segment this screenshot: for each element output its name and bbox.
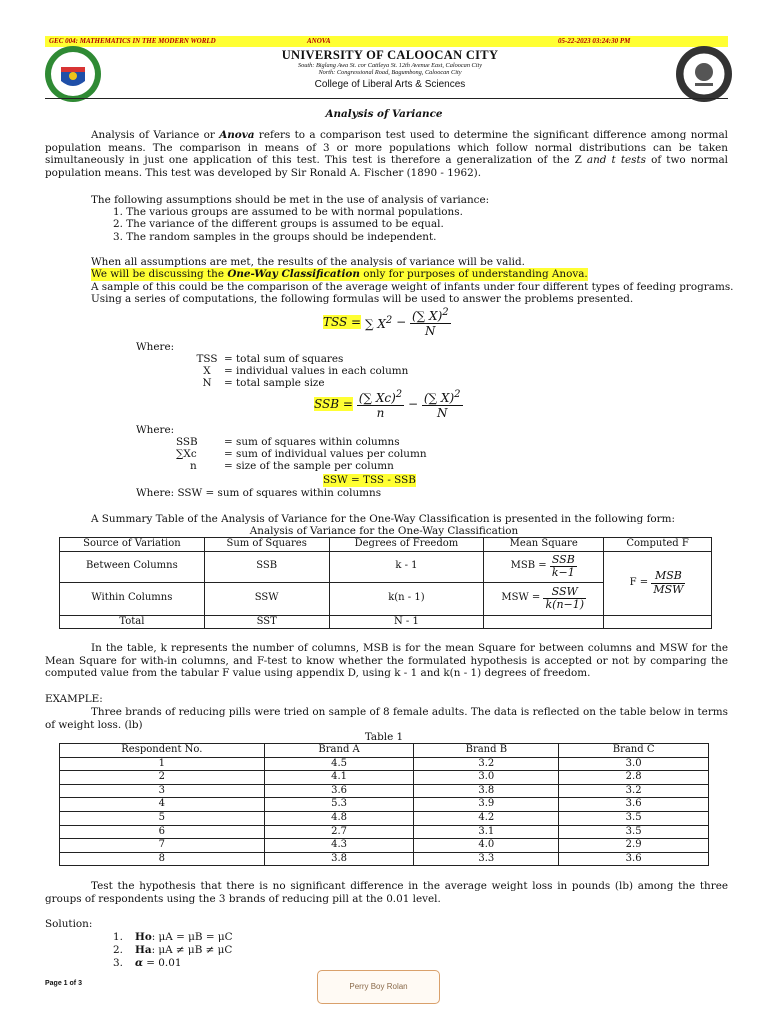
denominator: k−1 bbox=[551, 566, 575, 580]
example-paragraph: Three brands of reducing pills were tried on sample of 8 female adults. The data is reflected on the table below in terms of weight loss. (lb) bbox=[45, 706, 728, 731]
explanation-paragraph: In the table, k represents the number of columns, MSB is for the mean Square for between columns and MSW for the Mean Square for with-in columns, and F-test to know whether the formulated hypothesis is accepted or not by comparing the computed value from the tabular F value using appendix D, using k - 1 and k(n - 1) degrees of freedom. bbox=[45, 642, 728, 680]
ssw-formula: SSW = TSS - SSB bbox=[323, 474, 416, 486]
table-cell: 3.1 bbox=[414, 825, 559, 839]
table-cell bbox=[604, 551, 712, 615]
table-cell: 3.2 bbox=[559, 784, 709, 798]
numerator: (∑ X) bbox=[411, 309, 443, 323]
table-cell: SSB bbox=[204, 551, 329, 582]
numerator: (∑ X) bbox=[423, 391, 455, 405]
table-cell: 4.3 bbox=[264, 839, 414, 853]
page-number: Page 1 of 3 bbox=[45, 980, 82, 987]
denominator: N bbox=[425, 324, 436, 338]
numerator: SSW bbox=[543, 586, 586, 600]
where-label: Where: bbox=[136, 424, 175, 436]
table-cell: 3.0 bbox=[414, 771, 559, 785]
tss-formula bbox=[323, 306, 451, 342]
denominator: k(n−1) bbox=[545, 598, 585, 612]
intro-text: refers to a comparison test used to determine the significant difference among normal population means. The comparison in means of 3 or more populations which follow normal distributions can be taken simultaneously in just one application of this test. This test is therefore a generalization of the Z bbox=[45, 129, 728, 167]
def-symbol: SSB bbox=[176, 436, 198, 448]
header-divider bbox=[45, 98, 728, 99]
university-seal-icon bbox=[44, 45, 102, 103]
table-row bbox=[60, 798, 709, 812]
column-header: Brand C bbox=[559, 744, 709, 758]
table-cell bbox=[484, 551, 604, 582]
msb-fraction bbox=[550, 554, 577, 580]
ms-label: MSW = bbox=[501, 592, 541, 604]
def-symbol: n bbox=[190, 460, 197, 472]
table-cell: 3.6 bbox=[559, 852, 709, 866]
table-cell: 3.5 bbox=[559, 811, 709, 825]
table-cell: 3 bbox=[60, 784, 265, 798]
column-header: Brand A bbox=[264, 744, 414, 758]
one-way-term: One-Way Classification bbox=[227, 268, 360, 280]
table-cell: 4.2 bbox=[414, 811, 559, 825]
column-header: Respondent No. bbox=[60, 744, 265, 758]
course-code: GEC 004: MATHEMATICS IN THE MODERN WORLD bbox=[49, 37, 216, 45]
def-text: = sum of squares within columns bbox=[224, 436, 400, 448]
signature-stamp: Perry Boy Rolan bbox=[317, 970, 440, 1004]
def-text: = total sum of squares bbox=[224, 353, 344, 365]
header-bar bbox=[45, 36, 728, 47]
table-cell: 2 bbox=[60, 771, 265, 785]
step-number: 2. bbox=[113, 944, 123, 956]
step-label: Ha bbox=[135, 944, 152, 956]
table-cell: 4.5 bbox=[264, 757, 414, 771]
ssb-fraction-1 bbox=[357, 388, 404, 420]
exponent: 2 bbox=[385, 314, 393, 326]
table-cell: Total bbox=[60, 615, 205, 629]
table-cell bbox=[484, 582, 604, 615]
table-cell: 3.8 bbox=[414, 784, 559, 798]
summary-intro: A Summary Table of the Analysis of Variance for the One-Way Classification is presented in the following form: bbox=[91, 513, 675, 525]
step-label: α bbox=[135, 957, 143, 969]
solution-step-1 bbox=[113, 931, 233, 944]
sample-line: A sample of this could be the comparison of the average weight of infants under four different types of feeding programs. bbox=[91, 281, 734, 293]
assumptions-lead: The following assumptions should be met in the use of analysis of variance: bbox=[91, 194, 490, 206]
one-way-text: only for purposes of understanding Anova. bbox=[359, 268, 588, 280]
table-cell: 1 bbox=[60, 757, 265, 771]
f-fraction bbox=[651, 570, 685, 596]
summary-caption: Analysis of Variance for the One-Way Classification bbox=[249, 525, 519, 537]
table-row bbox=[60, 784, 709, 798]
anova-term: Anova bbox=[219, 129, 255, 141]
def-symbol: N bbox=[202, 377, 212, 389]
table-cell: N - 1 bbox=[329, 615, 484, 629]
ssb-fraction-2 bbox=[422, 388, 463, 420]
table-cell: 3.3 bbox=[414, 852, 559, 866]
column-header: Computed F bbox=[604, 538, 712, 552]
table-row bbox=[60, 551, 712, 582]
table-cell: 7 bbox=[60, 839, 265, 853]
ssb-label: SSB = bbox=[314, 397, 353, 411]
column-header: Sum of Squares bbox=[204, 538, 329, 552]
where-label: Where: bbox=[136, 341, 175, 353]
college-name: College of Liberal Arts & Sciences bbox=[314, 79, 466, 90]
table-cell: Between Columns bbox=[60, 551, 205, 582]
tss-fraction bbox=[410, 306, 451, 338]
weight-loss-table bbox=[59, 743, 709, 866]
example-heading: EXAMPLE: bbox=[45, 693, 103, 705]
table-row bbox=[60, 811, 709, 825]
exponent: 2 bbox=[442, 307, 449, 318]
one-way-text: We will be discussing the bbox=[91, 268, 228, 280]
column-header: Degrees of Freedom bbox=[329, 538, 484, 552]
denominator: N bbox=[436, 406, 448, 420]
tests-term: and t tests bbox=[586, 154, 646, 167]
table-cell: 4.0 bbox=[414, 839, 559, 853]
table-cell: 6 bbox=[60, 825, 265, 839]
table-cell: 3.0 bbox=[559, 757, 709, 771]
table-cell: 2.9 bbox=[559, 839, 709, 853]
summary-table bbox=[59, 537, 712, 629]
table-cell: 3.6 bbox=[264, 784, 414, 798]
series-line: Using a series of computations, the following formulas will be used to answer the problems presented. bbox=[91, 293, 634, 305]
table-cell: 5 bbox=[60, 811, 265, 825]
msw-fraction bbox=[543, 586, 586, 612]
table-cell bbox=[484, 615, 604, 629]
assumption-item: 1. The various groups are assumed to be with normal populations. bbox=[113, 206, 463, 218]
step-label: Ho bbox=[135, 931, 152, 943]
table-row bbox=[60, 615, 712, 629]
column-header: Source of Variation bbox=[60, 538, 205, 552]
intro-paragraph bbox=[45, 129, 728, 179]
table-row bbox=[60, 771, 709, 785]
assumption-item: 3. The random samples in the groups should be independent. bbox=[113, 231, 437, 243]
step-text: : μA ≠ μB ≠ μC bbox=[151, 944, 233, 956]
step-number: 3. bbox=[113, 957, 123, 969]
step-text: : μA = μB = μC bbox=[151, 931, 233, 943]
solution-step-2 bbox=[113, 944, 232, 957]
valid-line: When all assumptions are met, the results of the analysis of variance will be valid. bbox=[91, 256, 525, 268]
table-cell: 3.5 bbox=[559, 825, 709, 839]
sum-x-squared bbox=[365, 314, 392, 331]
ssw-where: Where: SSW = sum of squares within columns bbox=[136, 487, 382, 499]
column-header: Mean Square bbox=[484, 538, 604, 552]
step-number: 1. bbox=[113, 931, 123, 943]
table-cell: 4.1 bbox=[264, 771, 414, 785]
table-cell: k(n - 1) bbox=[329, 582, 484, 615]
def-symbol: X bbox=[203, 365, 211, 377]
table-cell: k - 1 bbox=[329, 551, 484, 582]
college-seal-icon bbox=[675, 45, 733, 103]
f-label: F = bbox=[629, 576, 649, 588]
assumption-item: 2. The variance of the different groups is assumed to be equal. bbox=[113, 218, 444, 230]
intro-text: of two normal population means. This test was developed by Sir Ronald A. Fischer (1890 - 1962). bbox=[45, 154, 728, 179]
test-paragraph: Test the hypothesis that there is no significant difference in the average weight loss in pounds (lb) among the three groups of respondents using the 3 brands of reducing pill at the 0.01 level. bbox=[45, 880, 728, 905]
table-cell: 2.7 bbox=[264, 825, 414, 839]
table-cell: Within Columns bbox=[60, 582, 205, 615]
table-cell bbox=[604, 615, 712, 629]
sum-x-term: ∑ X bbox=[364, 316, 386, 331]
table-row bbox=[60, 839, 709, 853]
table-cell: 3.8 bbox=[264, 852, 414, 866]
table-cell: 5.3 bbox=[264, 798, 414, 812]
university-name: UNIVERSITY OF CALOOCAN CITY bbox=[281, 48, 499, 62]
table-row bbox=[60, 757, 709, 771]
table-row bbox=[60, 852, 709, 866]
intro-text: Analysis of Variance or bbox=[91, 129, 220, 141]
def-text: = size of the sample per column bbox=[224, 460, 394, 472]
table-header-row bbox=[60, 538, 712, 552]
table-cell: 4.8 bbox=[264, 811, 414, 825]
timestamp: 05-22-2023 03:24:30 PM bbox=[558, 37, 631, 45]
table-cell: 3.9 bbox=[414, 798, 559, 812]
tss-label: TSS = bbox=[323, 315, 362, 329]
table-cell: 3.2 bbox=[414, 757, 559, 771]
table-row bbox=[60, 825, 709, 839]
table-cell: SSW bbox=[204, 582, 329, 615]
numerator: SSB bbox=[551, 552, 575, 566]
def-text: = individual values in each column bbox=[224, 365, 409, 377]
exponent: 2 bbox=[395, 389, 403, 400]
address-north: North: Congressional Road, Bagumbong, Caloocan City bbox=[318, 69, 462, 76]
topic-tag: ANOVA bbox=[307, 37, 331, 45]
numerator: (∑ Xc) bbox=[358, 391, 396, 405]
denominator: n bbox=[376, 406, 385, 420]
table1-caption: Table 1 bbox=[364, 731, 404, 743]
def-symbol: TSS bbox=[196, 353, 218, 365]
def-text: = sum of individual values per column bbox=[224, 448, 427, 460]
minus-sign: − bbox=[407, 397, 419, 411]
def-symbol: ∑Xc bbox=[176, 448, 197, 460]
table-cell: 4 bbox=[60, 798, 265, 812]
one-way-highlight bbox=[91, 268, 588, 281]
ssb-formula bbox=[314, 388, 463, 420]
denominator: MSW bbox=[653, 582, 684, 596]
solution-heading: Solution: bbox=[45, 918, 93, 930]
minus-sign: − bbox=[396, 315, 407, 329]
column-header: Brand B bbox=[414, 744, 559, 758]
address-south: South: Biglang Awa St. cor Cattleya St. 12th Avenue East, Caloocan City bbox=[297, 62, 483, 69]
numerator: MSB bbox=[651, 570, 685, 584]
solution-step-3 bbox=[113, 957, 181, 970]
def-text: = total sample size bbox=[224, 377, 325, 389]
table-cell: 3.6 bbox=[559, 798, 709, 812]
ms-label: MSB = bbox=[510, 560, 547, 572]
table-header-row bbox=[60, 744, 709, 758]
table-cell: 8 bbox=[60, 852, 265, 866]
exponent: 2 bbox=[454, 389, 461, 400]
table-cell: 2.8 bbox=[559, 771, 709, 785]
step-text: = 0.01 bbox=[143, 957, 182, 969]
page-title: Analysis of Variance bbox=[325, 108, 443, 120]
table-cell: SST bbox=[204, 615, 329, 629]
